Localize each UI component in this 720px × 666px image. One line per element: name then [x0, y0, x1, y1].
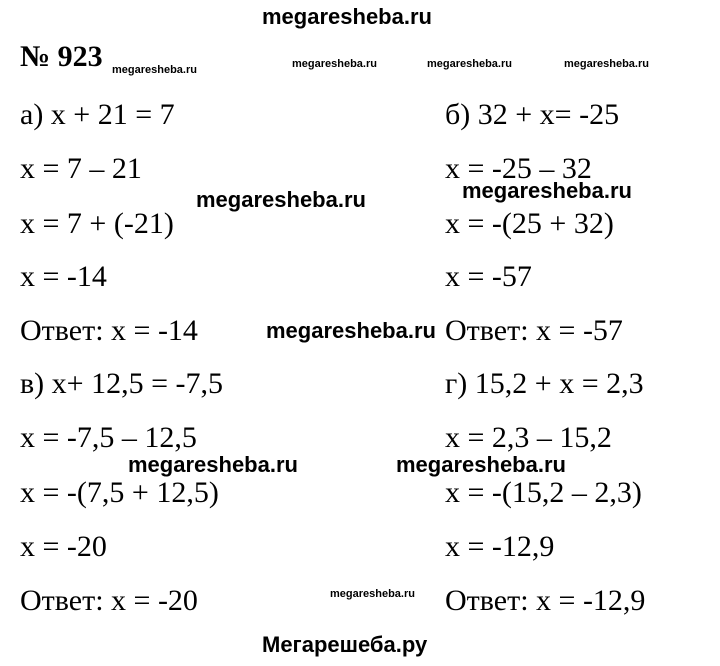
part-b-line-2: x = -25 – 32	[445, 152, 592, 185]
part-v-answer: Ответ: x = -20	[20, 584, 198, 617]
watermark-small: megaresheba.ru	[292, 58, 377, 70]
watermark-large: megaresheba.ru	[462, 178, 632, 203]
watermark-small: megaresheba.ru	[427, 58, 512, 70]
part-a-line-2: x = 7 – 21	[20, 152, 142, 185]
part-b-line-1: б) 32 + x= -25	[445, 98, 620, 131]
part-v-line-3: x = -(7,5 + 12,5)	[20, 476, 219, 509]
part-g-line-1: г) 15,2 + x = 2,3	[445, 367, 644, 400]
part-g-line-2: x = 2,3 – 15,2	[445, 421, 612, 454]
part-g-line-3: x = -(15,2 – 2,3)	[445, 476, 642, 509]
part-b-answer: Ответ: x = -57	[445, 314, 623, 347]
watermark-small: megaresheba.ru	[112, 64, 197, 76]
part-b-line-3: x = -(25 + 32)	[445, 207, 614, 240]
part-v-line-1: в) x+ 12,5 = -7,5	[20, 367, 223, 400]
watermark-small: megaresheba.ru	[330, 588, 415, 600]
watermark-large: megaresheba.ru	[396, 452, 566, 477]
footer-site: Мегарешеба.ру	[262, 632, 428, 657]
watermark-large: megaresheba.ru	[196, 187, 366, 212]
part-v-line-4: x = -20	[20, 530, 107, 563]
watermark-small: megaresheba.ru	[564, 58, 649, 70]
part-g-line-4: x = -12,9	[445, 530, 555, 563]
watermark-large: megaresheba.ru	[266, 318, 436, 343]
part-a-line-4: x = -14	[20, 260, 107, 293]
header-site: megaresheba.ru	[262, 4, 432, 29]
part-v-line-2: x = -7,5 – 12,5	[20, 421, 197, 454]
part-g-answer: Ответ: x = -12,9	[445, 584, 646, 617]
part-a-line-1: а) x + 21 = 7	[20, 98, 175, 131]
part-a-line-3: x = 7 + (-21)	[20, 207, 174, 240]
part-b-line-4: x = -57	[445, 260, 532, 293]
problem-number: № 923	[20, 40, 103, 73]
part-a-answer: Ответ: x = -14	[20, 314, 198, 347]
watermark-large: megaresheba.ru	[128, 452, 298, 477]
